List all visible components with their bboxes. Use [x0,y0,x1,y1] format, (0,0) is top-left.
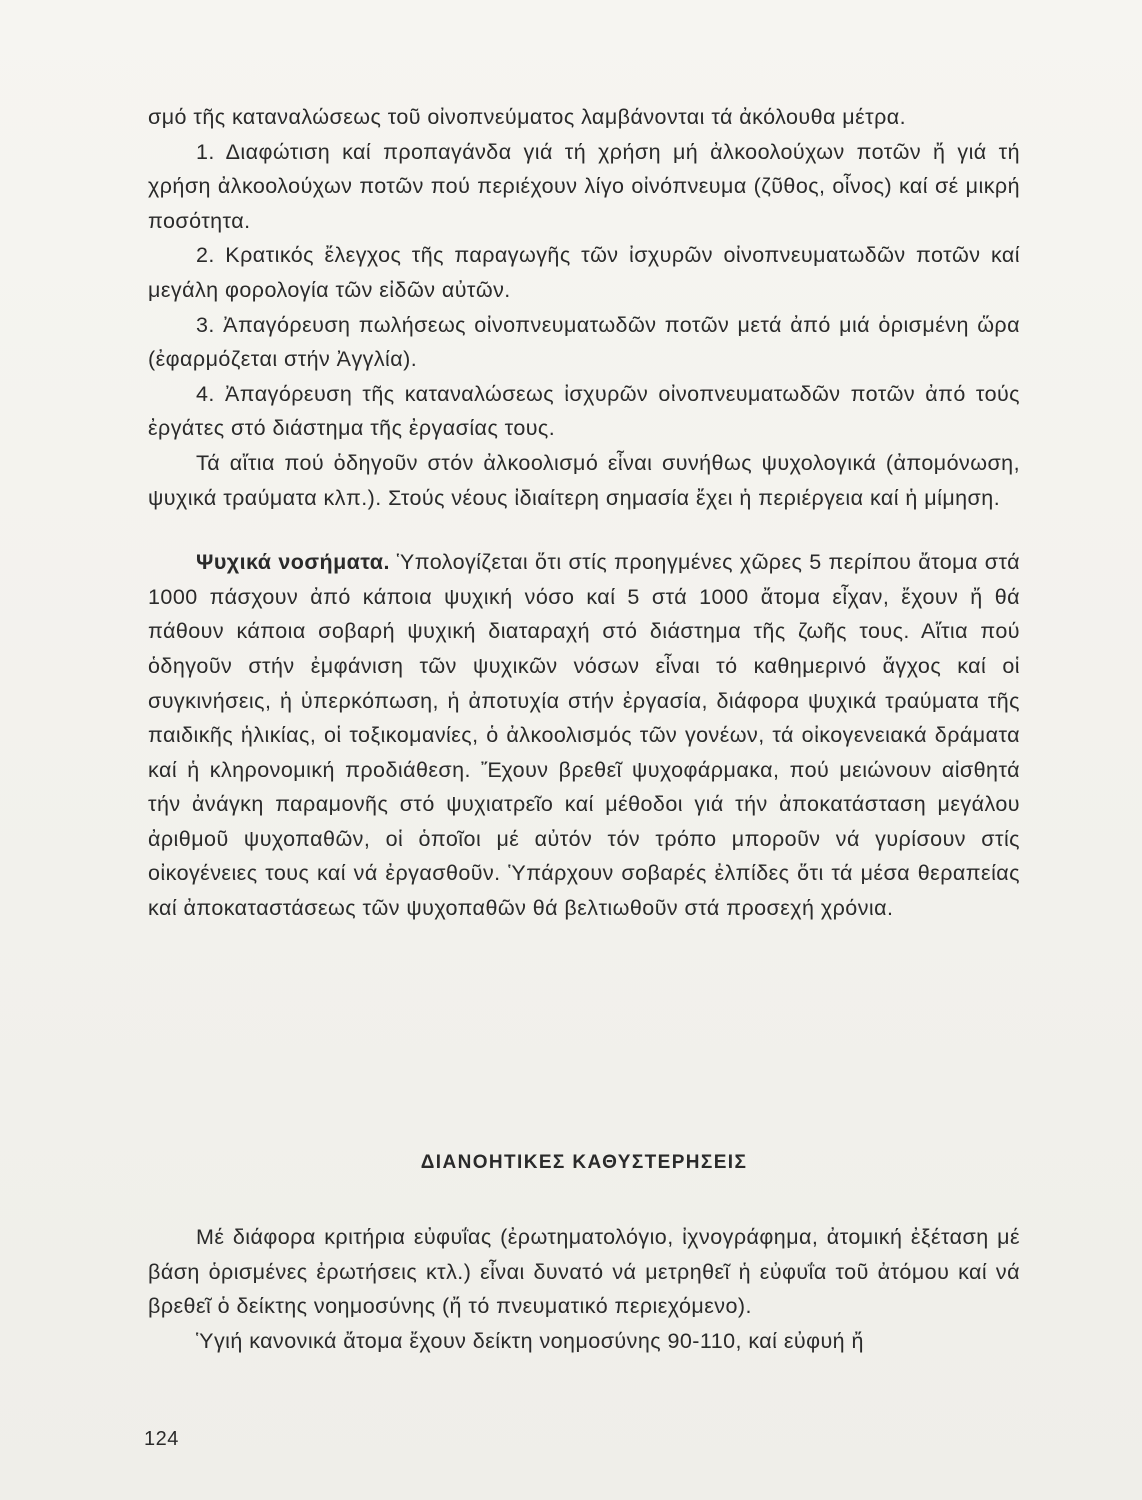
section-heading: ΔΙΑΝΟΗΤΙΚΕΣ ΚΑΘΥΣΤΕΡΗΣΕΙΣ [420,1152,748,1173]
measure-3: 3. Ἀπαγόρευση πωλήσεως οἰνοπνευματωδῶν ποτῶν μετά ἀπό μιά ὁρισμένη ὥρα (ἐφαρμόζεται στήν Ἀγγλία). [148,312,1020,372]
measure-1: 1. Διαφώτιση καί προπαγάνδα γιά τή χρήση μή ἀλκοολούχων ποτῶν ἤ γιά τή χρήση ἀλκοολούχων ποτῶν πού περιέχουν λίγο οἰνόπνευμα (ζῦθος, οἶνος) καί σέ μικρή ποσότητα. [148,139,1020,233]
mental-illness-paragraph [148,545,1020,926]
measure-2: 2. Κρατικός ἔλεγχος τῆς παραγωγῆς τῶν ἰσχυρῶν οἰνοπνευματωδῶν ποτῶν καί μεγάλη φορολογία τῶν εἰδῶν αὐτῶν. [148,243,1020,302]
paragraph-continuation: σμό τῆς καταναλώσεως τοῦ οἰνοπνεύματος λαμβάνονται τά ἀκόλουθα μέτρα. [148,105,907,129]
paragraph-gap [148,515,1020,545]
measure-4: 4. Ἀπαγόρευση τῆς καταναλώσεως ἰσχυρῶν οἰνοπνευματωδῶν ποτῶν ἀπό τούς ἐργάτες στό διάστημα τῆς ἐργασίας τους. [148,381,1020,441]
mental-illness-body: Ὑπολογίζεται ὅτι στίς προηγμένες χῶρες 5 περίπου ἄτομα στά 1000 πάσχουν ἀπό κάποια ψυχική νόσο καί 5 στά 1000 ἄτομα εἶχαν, ἔχουν ἤ θά πάθουν κάποια σοβαρή ψυχική διαταραχή στό διάστημα τῆς ζωῆς τους. Αἴτια πού ὁδηγοῦν στήν ἐμφάνιση τῶν ψυχικῶν νόσων εἶναι τό καθημερινό ἄγχος καί οἱ συγκινήσεις, ἡ ὑπερκόπωση, ἡ ἀποτυχία στήν ἐργασία, διάφορα ψυχικά τραύματα τῆς παιδικῆς ἡλικίας, οἱ τοξικομανίες, ὁ ἀλκοολισμός τῶν γονέων, τά οἰκογενειακά δράματα καί ἡ κληρονομική προδιάθεση. Ἔχουν βρεθεῖ ψυχοφάρμακα, πού μειώνουν αἰσθητά τήν ἀνάγκη παραμονῆς στό ψυχιατρεῖο καί μέθοδοι γιά τήν ἀποκατάσταση μεγάλου ἀριθμοῦ ψυχοπαθῶν, οἱ ὁποῖοι μέ αὐτόν τόν τρόπο μποροῦν νά γυρίσουν στίς οἰκογένειες τους καί νά ἐργασθοῦν. Ὑπάρχουν σοβαρές ἐλπίδες ὅτι τά μέσα θεραπείας καί ἀποκαταστάσεως τῶν ψυχοπαθῶν θά βελτιωθοῦν στά προσεχή χρόνια. [148,550,1020,921]
alcoholism-causes-paragraph: Τά αἴτια πού ὁδηγοῦν στόν ἀλκοολισμό εἶναι συνήθως ψυχολογικά (ἀπομόνωση, ψυχικά τραύματα κλπ.). Στούς νέους ἰδιαίτερη σημασία ἔχει ἡ περιέργεια καί ἡ μίμηση. [148,450,1020,510]
top-text-block [148,100,1020,926]
bottom-text-block [148,1220,1020,1358]
mental-illness-lead: Ψυχικά νοσήματα. [196,550,390,575]
intelligence-paragraph: Μέ διάφορα κριτήρια εὐφυΐας (ἐρωτηματολόγιο, ἰχνογράφημα, ἀτομική ἐξέταση μέ βάση ὁρισμένες ἐρωτήσεις κτλ.) εἶναι δυνατό νά μετρηθεῖ ἡ εὐφυΐα τοῦ ἀτόμου καί νά βρεθεῖ ὁ δείκτης νοημοσύνης (ἤ τό πνευματικό περιεχόμενο). [148,1225,1020,1319]
iq-paragraph: Ὑγιή κανονικά ἄτομα ἔχουν δείκτη νοημοσύνης 90-110, καί εὐφυή ἤ [196,1328,864,1353]
page-number: 124 [144,1428,179,1450]
